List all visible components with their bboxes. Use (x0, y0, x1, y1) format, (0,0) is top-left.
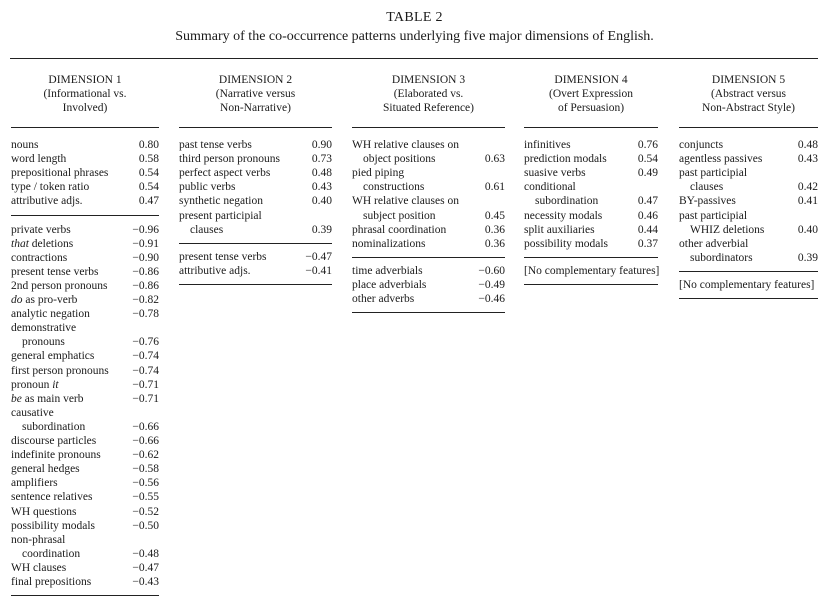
header-rule (679, 127, 818, 128)
feature-row (11, 293, 159, 307)
feature-loading: −0.58 (132, 463, 159, 476)
feature-loading: −0.96 (132, 223, 159, 236)
dimension-5-header (679, 73, 818, 115)
feature-label: clauses (190, 223, 224, 236)
feature-row (11, 392, 159, 406)
feature-loading: 0.44 (637, 223, 658, 236)
feature-row (352, 278, 505, 292)
feature-row (179, 209, 332, 223)
feature-row (11, 166, 159, 180)
feature-label: past participial (679, 209, 748, 222)
feature-label: subordination (535, 195, 599, 208)
feature-loading: 0.40 (797, 223, 818, 236)
feature-label: suasive verbs (524, 167, 586, 180)
feature-row (11, 321, 159, 335)
feature-label: 2nd person pronouns (11, 279, 108, 292)
feature-label: pronoun it (11, 378, 59, 391)
header-rule (179, 127, 332, 128)
feature-loading: −0.82 (132, 294, 159, 306)
feature-row (11, 533, 159, 547)
feature-row (524, 166, 658, 180)
feature-label: WHIZ deletions (690, 223, 765, 236)
dimension-desc-line2: of Persuasion) (557, 102, 625, 114)
feature-loading: 0.36 (484, 237, 505, 250)
feature-row (11, 490, 159, 504)
feature-label: prepositional phrases (11, 167, 109, 180)
feature-label: word length (11, 153, 67, 166)
dimension-2-header (179, 73, 332, 115)
feature-label: split auxiliaries (524, 223, 595, 236)
feature-label: place adverbials (352, 278, 427, 291)
feature-row (679, 223, 818, 237)
feature-loading: −0.74 (132, 350, 159, 363)
dimension-desc-line2: Non-Abstract Style) (702, 102, 795, 114)
feature-loading: −0.46 (478, 293, 505, 305)
feature-row (11, 335, 159, 349)
feature-row (679, 166, 818, 180)
feature-row (11, 180, 159, 194)
feature-label: private verbs (11, 223, 71, 236)
dimension-desc-line1: (Abstract versus (710, 88, 787, 100)
feature-label: amplifiers (11, 477, 58, 490)
feature-row (352, 138, 505, 152)
feature-label: past participial (679, 167, 748, 180)
feature-row (11, 251, 159, 265)
feature-label: first person pronouns (11, 364, 109, 377)
feature-loading: −0.66 (132, 435, 159, 447)
feature-label: present tense verbs (11, 265, 99, 278)
feature-label: clauses (690, 181, 724, 194)
feature-label: present participial (179, 209, 262, 222)
feature-row (11, 420, 159, 434)
header-rule (524, 127, 658, 128)
feature-loading: −0.91 (132, 237, 159, 250)
feature-label: pronouns (22, 336, 65, 349)
feature-label: perfect aspect verbs (179, 167, 271, 180)
feature-row (179, 264, 332, 278)
feature-label: attributive adjs. (179, 264, 251, 277)
dimension-desc-line2: Situated Reference) (383, 102, 474, 114)
feature-label: time adverbials (352, 264, 423, 277)
feature-label: analytic negation (11, 308, 90, 321)
dimension-desc-line1: (Informational vs. (43, 88, 127, 100)
section-rule (524, 284, 658, 285)
dimension-desc-line2: Non-Narrative) (220, 102, 291, 114)
section-rule (179, 243, 332, 244)
feature-label: necessity modals (524, 209, 603, 222)
feature-label: possibility modals (524, 237, 609, 250)
feature-loading: 0.48 (797, 139, 818, 151)
feature-loading: −0.47 (132, 561, 159, 574)
section-rule (11, 595, 159, 596)
feature-loading: 0.58 (138, 153, 159, 166)
feature-label: contractions (11, 251, 68, 264)
feature-label: discourse particles (11, 435, 97, 447)
feature-loading: −0.52 (132, 505, 159, 518)
feature-row (11, 349, 159, 363)
dimension-desc-line1: (Narrative versus (215, 88, 296, 100)
feature-loading: 0.40 (311, 195, 332, 208)
feature-loading: 0.54 (138, 181, 159, 194)
feature-loading: 0.90 (311, 139, 332, 151)
feature-label: constructions (363, 181, 425, 194)
section-rule (352, 312, 505, 313)
feature-row (179, 166, 332, 180)
feature-loading: 0.39 (797, 251, 818, 264)
feature-loading: −0.47 (305, 250, 332, 263)
feature-loading: −0.62 (132, 449, 159, 462)
dimension-3-header (352, 73, 505, 115)
feature-label: other adverbs (352, 293, 415, 305)
feature-label: infinitives (524, 139, 571, 151)
feature-row (179, 180, 332, 194)
dimension-desc-line2: Involved) (62, 102, 108, 114)
feature-loading: 0.43 (311, 181, 332, 194)
feature-loading: −0.90 (132, 251, 159, 264)
feature-loading: −0.43 (132, 576, 159, 588)
feature-label: subordination (22, 420, 86, 433)
feature-label: other adverbial (679, 237, 749, 250)
feature-label: attributive adjs. (11, 195, 83, 208)
feature-loading: 0.36 (484, 223, 505, 236)
feature-loading: 0.42 (797, 181, 818, 194)
feature-label: public verbs (179, 181, 236, 194)
feature-loading: 0.45 (484, 209, 505, 222)
feature-loading: 0.41 (797, 195, 818, 208)
section-rule (679, 298, 818, 299)
feature-label: third person pronouns (179, 153, 280, 166)
feature-label: phrasal coordination (352, 223, 447, 236)
feature-loading: 0.48 (311, 167, 332, 180)
feature-loading: −0.86 (132, 279, 159, 292)
feature-row (11, 265, 159, 279)
feature-label: demonstrative (11, 322, 77, 335)
feature-label: BY-passives (679, 195, 736, 208)
feature-row (679, 251, 818, 265)
feature-loading: −0.48 (132, 547, 159, 560)
feature-row (11, 138, 159, 152)
feature-label: possibility modals (11, 519, 96, 532)
feature-row (679, 194, 818, 208)
feature-label: nouns (11, 139, 39, 151)
feature-row (11, 406, 159, 420)
feature-label: coordination (22, 547, 81, 560)
feature-label: general hedges (11, 463, 80, 476)
feature-label: be as main verb (11, 392, 84, 405)
feature-label: final prepositions (11, 576, 92, 588)
feature-loading: −0.71 (132, 378, 159, 391)
section-rule (524, 257, 658, 258)
feature-row (679, 180, 818, 194)
feature-loading: 0.63 (484, 153, 505, 166)
feature-row (679, 237, 818, 251)
feature-label: subordinators (690, 251, 753, 264)
table-caption: Summary of the co-occurrence patterns underlying five major dimensions of English. (175, 29, 654, 44)
feature-loading: −0.56 (132, 477, 159, 490)
feature-row (11, 194, 159, 208)
feature-row (11, 505, 159, 519)
feature-label: causative (11, 406, 54, 419)
dimension-name: DIMENSION 3 (391, 74, 466, 86)
feature-row (11, 448, 159, 462)
feature-label: past tense verbs (179, 139, 252, 151)
feature-row (11, 476, 159, 490)
feature-loading: −0.74 (132, 364, 159, 377)
feature-row (11, 279, 159, 293)
feature-loading: 0.39 (311, 223, 332, 236)
feature-row (179, 223, 332, 237)
feature-label: agentless passives (679, 153, 763, 166)
dimension-name: DIMENSION 1 (48, 74, 122, 86)
feature-loading: 0.80 (138, 139, 159, 151)
feature-row (11, 462, 159, 476)
feature-label: non-phrasal (11, 533, 66, 546)
feature-loading: 0.47 (637, 195, 658, 208)
feature-row (679, 152, 818, 166)
no-complementary-features: [No complementary features] (524, 264, 660, 277)
feature-row (524, 223, 658, 237)
feature-loading: −0.71 (132, 392, 159, 405)
feature-label: nominalizations (352, 237, 426, 250)
feature-label: conditional (524, 181, 576, 194)
feature-label: WH clauses (11, 561, 67, 574)
feature-row (11, 561, 159, 575)
feature-loading: 0.61 (484, 181, 505, 194)
feature-loading: 0.49 (637, 167, 658, 180)
feature-loading: −0.78 (132, 308, 159, 321)
dimension-desc-line1: (Elaborated vs. (393, 88, 464, 100)
feature-row (11, 519, 159, 533)
section-rule (11, 215, 159, 216)
feature-loading: −0.76 (132, 336, 159, 349)
feature-row (524, 152, 658, 166)
feature-loading: −0.86 (132, 265, 159, 278)
feature-label: general emphatics (11, 350, 95, 363)
section-rule (352, 257, 505, 258)
dimension-name: DIMENSION 5 (711, 74, 786, 86)
feature-label: type / token ratio (11, 181, 90, 194)
feature-row (179, 194, 332, 208)
feature-loading: 0.47 (138, 195, 159, 208)
dimension-4-header (524, 73, 658, 115)
top-rule (10, 58, 818, 59)
feature-label: that deletions (11, 237, 74, 250)
feature-row (352, 223, 505, 237)
section-rule (179, 284, 332, 285)
dimension-desc-line1: (Overt Expression (549, 88, 633, 100)
feature-row (352, 166, 505, 180)
dimension-name: DIMENSION 2 (218, 74, 293, 86)
feature-row (11, 434, 159, 448)
feature-loading: −0.60 (478, 264, 505, 277)
header-rule (352, 127, 505, 128)
feature-loading: −0.66 (132, 420, 159, 433)
feature-row (352, 152, 505, 166)
section-rule (679, 271, 818, 272)
feature-label: WH relative clauses on (352, 195, 459, 208)
feature-row (524, 237, 658, 251)
feature-row (11, 547, 159, 561)
feature-label: object positions (363, 153, 436, 166)
feature-label: WH relative clauses on (352, 139, 459, 151)
feature-row (679, 209, 818, 223)
feature-row (524, 194, 658, 208)
feature-row (352, 292, 505, 306)
feature-loading: −0.55 (132, 491, 159, 504)
dimension-name: DIMENSION 4 (554, 74, 628, 86)
feature-row (11, 237, 159, 251)
feature-loading: 0.46 (637, 209, 658, 222)
feature-loading: 0.54 (637, 153, 658, 166)
feature-row (11, 152, 159, 166)
feature-label: prediction modals (524, 153, 607, 166)
feature-loading: 0.54 (138, 167, 159, 180)
feature-row (352, 209, 505, 223)
feature-loading: 0.43 (797, 153, 818, 166)
feature-row (679, 138, 818, 152)
feature-row (524, 180, 658, 194)
feature-label: conjuncts (679, 139, 724, 151)
feature-label: indefinite pronouns (11, 449, 101, 462)
feature-row (11, 364, 159, 378)
feature-row (352, 180, 505, 194)
feature-loading: 0.76 (637, 139, 658, 151)
feature-row (524, 138, 658, 152)
feature-row (179, 250, 332, 264)
feature-loading: 0.73 (311, 153, 332, 166)
feature-row (524, 209, 658, 223)
feature-label: WH questions (11, 505, 77, 518)
feature-row (11, 223, 159, 237)
dimension-1-header (11, 73, 159, 115)
feature-loading: −0.41 (305, 264, 332, 277)
feature-label: present tense verbs (179, 250, 267, 263)
header-rule (11, 127, 159, 128)
feature-label: pied piping (352, 167, 405, 180)
feature-loading: −0.49 (478, 278, 505, 291)
feature-row (179, 138, 332, 152)
no-complementary-features: [No complementary features] (679, 278, 815, 291)
feature-label: synthetic negation (179, 195, 264, 208)
feature-row (11, 575, 159, 589)
feature-loading: −0.50 (132, 519, 159, 532)
feature-row (352, 194, 505, 208)
feature-row (11, 378, 159, 392)
feature-loading: 0.37 (637, 237, 658, 250)
feature-row (179, 152, 332, 166)
table-title: TABLE 2 (386, 10, 443, 25)
feature-row (11, 307, 159, 321)
feature-label: do as pro-verb (11, 294, 78, 306)
feature-label: subject position (363, 209, 436, 222)
feature-label: sentence relatives (11, 491, 93, 504)
feature-row (352, 237, 505, 251)
feature-row (352, 264, 505, 278)
